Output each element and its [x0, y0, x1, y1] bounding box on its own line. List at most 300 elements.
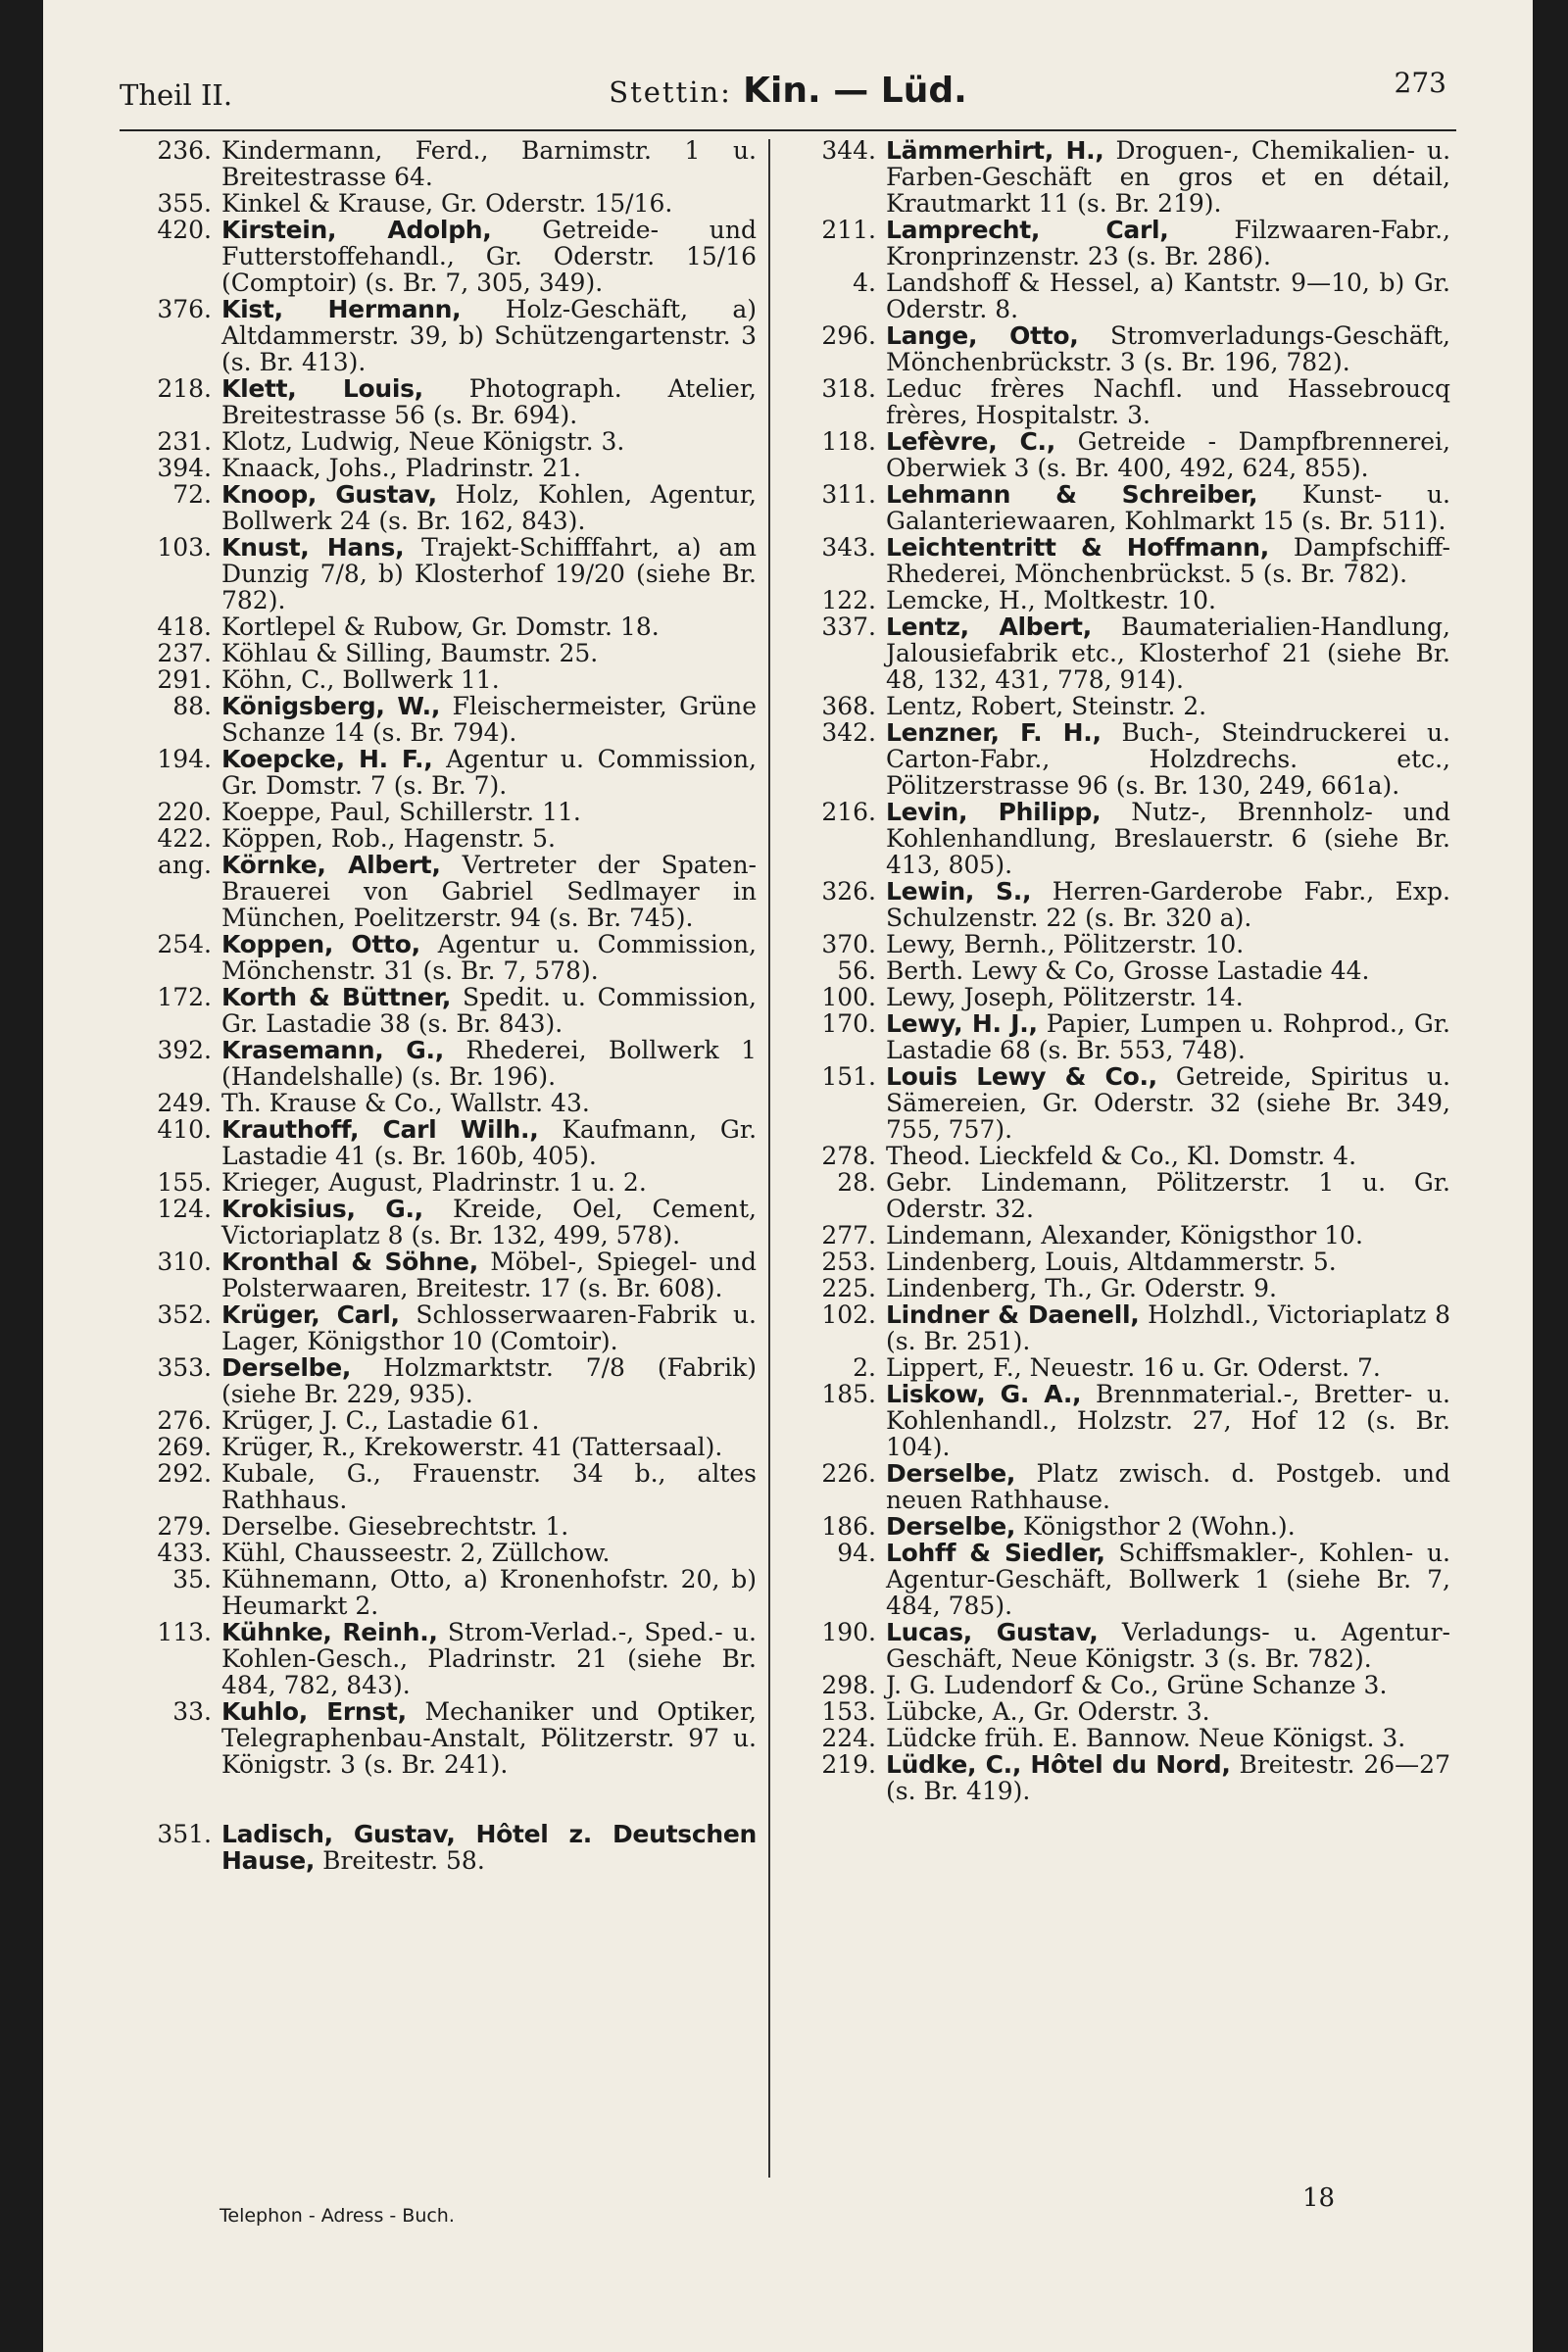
entry-name: Kronthal & Söhne,	[221, 1248, 478, 1276]
entry-number: 220.	[157, 798, 212, 826]
directory-entry	[784, 1513, 1450, 1540]
entry-number: 113.	[157, 1618, 212, 1646]
entry-text	[221, 1460, 757, 1513]
entry-details: Fleischermeister, Grüne Schanze 14 (s. Br. 794).	[221, 692, 758, 747]
directory-entry	[784, 693, 1450, 719]
directory-entry	[120, 1460, 757, 1513]
directory-entry	[120, 534, 757, 613]
entry-number: 318.	[821, 374, 876, 403]
entry-text	[886, 1354, 1450, 1381]
entry-details: J. G. Ludendorf & Co., Grüne Schanze 3.	[886, 1671, 1388, 1699]
entry-details: Lewy, Bernh., Pölitzerstr. 10.	[886, 930, 1245, 958]
entry-text	[886, 1619, 1450, 1672]
directory-entry	[784, 270, 1450, 322]
entry-text	[221, 1540, 757, 1566]
entry-name: Lucas, Gustav,	[886, 1618, 1099, 1646]
entry-text	[886, 137, 1450, 217]
entry-details: Holzmarktstr. 7/8 (Fabrik) (siehe Br. 229, 935).	[221, 1353, 757, 1408]
directory-entry	[120, 1821, 757, 1874]
entry-details: Theod. Lieckfeld & Co., Kl. Domstr. 4.	[886, 1142, 1357, 1170]
entry-number: 326.	[821, 877, 876, 906]
entry-number: 231.	[157, 427, 212, 456]
entry-number: 410.	[157, 1115, 212, 1144]
running-title	[120, 71, 1456, 111]
entry-details: Lindenberg, Th., Gr. Oderstr. 9.	[886, 1274, 1277, 1302]
directory-entry	[120, 481, 757, 534]
entry-text	[886, 1513, 1450, 1540]
entry-text	[886, 270, 1450, 322]
entry-number: 337.	[821, 612, 876, 641]
entry-text	[886, 1540, 1450, 1619]
entry-number: 4.	[853, 269, 876, 297]
entry-text	[886, 587, 1450, 613]
entry-details: Trajekt-Schifffahrt, a) am Dunzig 7/8, b) Klosterhof 19/20 (siehe Br. 782).	[221, 533, 758, 614]
entry-text	[886, 534, 1450, 587]
directory-entry	[784, 217, 1450, 270]
entry-number: 343.	[821, 533, 876, 562]
directory-entry	[784, 799, 1450, 878]
entry-text	[221, 1566, 757, 1619]
entry-text	[221, 1513, 757, 1540]
entry-name: Lamprecht, Carl,	[886, 216, 1169, 244]
directory-entry	[784, 481, 1450, 534]
entry-number: 420.	[157, 216, 212, 244]
entry-name: Liskow, G. A.,	[886, 1380, 1082, 1408]
directory-entry	[120, 1301, 757, 1354]
entry-number: 279.	[157, 1512, 212, 1541]
directory-entry	[784, 878, 1450, 931]
entry-details: Nutz-, Brennholz- und Kohlenhandlung, Breslauerstr. 6 (siehe Br. 413, 805).	[886, 798, 1450, 879]
entry-details: Krieger, August, Pladrinstr. 1 u. 2.	[221, 1168, 647, 1197]
entry-text	[221, 825, 757, 852]
entry-name: Derselbe,	[886, 1512, 1016, 1541]
directory-entry	[120, 375, 757, 428]
entry-details: Strom-Verlad.-, Sped.- u. Kohlen-Gesch., Pladrinstr. 21 (siehe Br. 484, 782, 843).	[221, 1618, 757, 1699]
entry-number: 72.	[172, 480, 212, 509]
entry-details: Buch-, Steindruckerei u. Carton-Fabr., Holzdrechs. etc., Pölitzerstrasse 96 (s. Br. 130, 249, 661a).	[886, 718, 1450, 800]
entry-name: Körnke, Albert,	[221, 851, 441, 879]
entry-details: Agentur u. Commission, Mönchenstr. 31 (s. Br. 7, 578).	[221, 930, 757, 985]
entry-number: 353.	[157, 1353, 212, 1382]
directory-entry	[784, 137, 1450, 217]
directory-entry	[120, 1698, 757, 1778]
entry-text	[886, 984, 1450, 1010]
entry-text	[221, 296, 757, 375]
entry-details: Kunst- u. Galanteriewaaren, Kohlmarkt 15 (s. Br. 511).	[886, 480, 1450, 535]
directory-entry	[784, 1381, 1450, 1460]
entry-number: 211.	[821, 216, 876, 244]
entry-number: 344.	[821, 136, 876, 165]
entry-name: Königsberg, W.,	[221, 692, 441, 720]
entry-details: Stromverladungs-Geschäft, Mönchenbrückstr. 3 (s. Br. 196, 782).	[886, 321, 1450, 376]
section-gap	[120, 1778, 757, 1821]
entry-details: Th. Krause & Co., Wallstr. 43.	[221, 1089, 590, 1117]
entry-details: Kortlepel & Rubow, Gr. Domstr. 18.	[221, 612, 660, 641]
column-divider	[768, 139, 770, 2178]
entry-details: Krüger, J. C., Lastadie 61.	[221, 1406, 540, 1435]
directory-entry	[784, 1354, 1450, 1381]
entry-text	[221, 1037, 757, 1090]
entry-text	[886, 719, 1450, 799]
entry-number: 368.	[821, 692, 876, 720]
entry-text	[886, 1751, 1450, 1804]
directory-entry	[120, 984, 757, 1037]
entry-number: 88.	[172, 692, 212, 720]
entry-text	[221, 1196, 757, 1249]
directory-entry	[784, 1540, 1450, 1619]
entry-text	[221, 746, 757, 799]
directory-entry	[120, 1196, 757, 1249]
entry-details: Holz-Geschäft, a) Altdammerstr. 39, b) Schützengartenstr. 3 (s. Br. 413).	[221, 295, 757, 376]
entry-text	[886, 1301, 1450, 1354]
entry-name: Leichtentritt & Hoffmann,	[886, 533, 1269, 562]
entry-details: Kubale, G., Frauenstr. 34 b., altes Rathhaus.	[221, 1459, 757, 1514]
entry-number: 276.	[157, 1406, 212, 1435]
entry-text	[221, 852, 757, 931]
directory-entry	[120, 693, 757, 746]
alphabet-range: Kin. — Lüd.	[743, 71, 967, 111]
entry-name: Lüdke, C., Hôtel du Nord,	[886, 1750, 1231, 1779]
entry-details: Klotz, Ludwig, Neue Königstr. 3.	[221, 427, 625, 456]
entry-text	[886, 1063, 1450, 1143]
entry-text	[886, 799, 1450, 878]
part-label: Theil II.	[120, 78, 233, 112]
entry-details: Kühl, Chausseestr. 2, Züllchow.	[221, 1539, 611, 1567]
directory-entry	[120, 1090, 757, 1116]
entry-details: Landshoff & Hessel, a) Kantstr. 9—10, b) Gr. Oderstr. 8.	[886, 269, 1450, 323]
entry-number: 124.	[157, 1195, 212, 1223]
entry-details: Filzwaaren-Fabr., Kronprinzenstr. 23 (s. Br. 286).	[886, 216, 1450, 270]
entry-details: Lübcke, A., Gr. Oderstr. 3.	[886, 1697, 1210, 1726]
entry-number: 33.	[172, 1697, 212, 1726]
entry-number: 194.	[157, 745, 212, 773]
entry-number: 418.	[157, 612, 212, 641]
entry-number: 190.	[821, 1618, 876, 1646]
entry-details: Vertreter der Spaten-Brauerei von Gabriel Sedlmayer in München, Poelitzerstr. 94 (s. Br. 745).	[221, 851, 757, 932]
entry-number: 185.	[821, 1380, 876, 1408]
directory-entry	[120, 1434, 757, 1460]
entry-text	[886, 613, 1450, 693]
directory-entry	[784, 1619, 1450, 1672]
entry-details: Köhn, C., Bollwerk 11.	[221, 665, 500, 694]
entry-name: Lange, Otto,	[886, 321, 1079, 350]
right-column	[784, 137, 1450, 1804]
directory-entry	[784, 1460, 1450, 1513]
entry-details: Kindermann, Ferd., Barnimstr. 1 u. Breitestrasse 64.	[221, 136, 757, 191]
entry-details: Lentz, Robert, Steinstr. 2.	[886, 692, 1207, 720]
entry-name: Kist, Hermann,	[221, 295, 462, 323]
entry-number: 278.	[821, 1142, 876, 1170]
entry-number: 269.	[157, 1433, 212, 1461]
entry-text	[221, 799, 757, 825]
entry-number: 2.	[853, 1353, 876, 1382]
entry-details: Brennmaterial.-, Bretter- u. Kohlenhandl., Holzstr. 27, Hof 12 (s. Br. 104).	[886, 1380, 1450, 1461]
directory-entry	[784, 1249, 1450, 1275]
directory-entry	[120, 217, 757, 296]
entry-details: Holzhdl., Victoriaplatz 8 (s. Br. 251).	[886, 1300, 1450, 1355]
entry-details: Getreide - Dampfbrennerei, Oberwiek 3 (s. Br. 400, 492, 624, 855).	[886, 427, 1450, 482]
entry-number: 254.	[157, 930, 212, 958]
directory-entry	[784, 1698, 1450, 1725]
entry-name: Ladisch, Gustav, Hôtel z. Deutschen Hause,	[221, 1820, 757, 1875]
directory-entry	[120, 1407, 757, 1434]
entry-number: 172.	[157, 983, 212, 1011]
entry-number: 422.	[157, 824, 212, 853]
entry-details: Verladungs- u. Agentur-Geschäft, Neue Königstr. 3 (s. Br. 782).	[886, 1618, 1450, 1673]
directory-page	[43, 0, 1533, 2352]
entry-details: Holz, Kohlen, Agentur, Bollwerk 24 (s. Br. 162, 843).	[221, 480, 757, 535]
entry-details: Breitestr. 26—27 (s. Br. 419).	[886, 1750, 1450, 1805]
entry-text	[221, 137, 757, 190]
entry-details: Berth. Lewy & Co, Grosse Lastadie 44.	[886, 956, 1370, 985]
entry-number: 277.	[821, 1221, 876, 1250]
entry-details: Mechaniker und Optiker, Telegraphenbau-Anstalt, Pölitzerstr. 97 u. Königstr. 3 (s. Br. 241).	[221, 1697, 757, 1779]
entry-details: Kühnemann, Otto, a) Kronenhofstr. 20, b) Heumarkt 2.	[221, 1565, 757, 1620]
directory-entry	[120, 825, 757, 852]
entry-number: 151.	[821, 1062, 876, 1091]
entry-text	[886, 693, 1450, 719]
entry-name: Krasemann, G.,	[221, 1036, 444, 1064]
entry-name: Lentz, Albert,	[886, 612, 1092, 641]
directory-entry	[784, 428, 1450, 481]
entry-name: Lindner & Daenell,	[886, 1300, 1140, 1329]
entry-number: 122.	[821, 586, 876, 614]
entry-number: 35.	[172, 1565, 212, 1593]
entry-name: Kühnke, Reinh.,	[221, 1618, 438, 1646]
entry-text	[221, 613, 757, 640]
entry-details: Gebr. Lindemann, Pölitzerstr. 1 u. Gr. Oderstr. 32.	[886, 1168, 1450, 1223]
entry-details: Lemcke, H., Moltkestr. 10.	[886, 586, 1216, 614]
entry-number: 153.	[821, 1697, 876, 1726]
entry-number: 296.	[821, 321, 876, 350]
entry-details: Photograph. Atelier, Breitestrasse 56 (s. Br. 694).	[221, 374, 757, 429]
directory-entry	[120, 666, 757, 693]
directory-entry	[120, 1619, 757, 1698]
entry-name: Korth & Büttner,	[221, 983, 452, 1011]
entry-number: 56.	[837, 956, 876, 985]
entry-details: Papier, Lumpen u. Rohprod., Gr. Lastadie 68 (s. Br. 553, 748).	[886, 1009, 1450, 1064]
directory-entry	[784, 1275, 1450, 1301]
directory-entry	[120, 455, 757, 481]
entry-details: Lewy, Joseph, Pölitzerstr. 14.	[886, 983, 1244, 1011]
entry-number: 155.	[157, 1168, 212, 1197]
entry-details: Herren-Garderobe Fabr., Exp. Schulzenstr. 22 (s. Br. 320 a).	[886, 877, 1450, 932]
entry-details: Getreide- und Futterstoffehandl., Gr. Oderstr. 15/16 (Comptoir) (s. Br. 7, 305, 349).	[221, 216, 757, 297]
entry-details: Droguen-, Chemikalien- u. Farben-Geschäft en gros et en détail, Krautmarkt 11 (s. Br. 219).	[886, 136, 1451, 218]
entry-details: Schlosserwaaren-Fabrik u. Lager, Königsthor 10 (Comtoir).	[221, 1300, 757, 1355]
entry-text	[221, 190, 757, 217]
directory-entry	[120, 1169, 757, 1196]
directory-entry	[784, 1143, 1450, 1169]
entry-details: Kaufmann, Gr. Lastadie 41 (s. Br. 160b, 405).	[221, 1115, 758, 1170]
directory-entry	[120, 1354, 757, 1407]
entry-text	[886, 322, 1450, 375]
entry-text	[221, 984, 757, 1037]
directory-entry	[120, 190, 757, 217]
entry-text	[221, 931, 757, 984]
entry-text	[886, 217, 1450, 270]
entry-text	[221, 375, 757, 428]
entry-text	[221, 1434, 757, 1460]
entry-text	[221, 455, 757, 481]
entry-details: Agentur u. Commission, Gr. Domstr. 7 (s. Br. 7).	[221, 745, 757, 800]
entry-details: Lippert, F., Neuestr. 16 u. Gr. Oderst. 7.	[886, 1353, 1381, 1382]
entry-number: 219.	[821, 1750, 876, 1779]
directory-entry	[120, 613, 757, 640]
signature-mark: 18	[1302, 2183, 1336, 2213]
entry-details: Dampfschiff-Rhederei, Mönchenbrückst. 5 (s. Br. 782).	[886, 533, 1450, 588]
entry-text	[886, 1460, 1450, 1513]
entry-name: Lewy, H. J.,	[886, 1009, 1038, 1038]
entry-details: Kreide, Oel, Cement, Victoriaplatz 8 (s. Br. 132, 499, 578).	[221, 1195, 758, 1250]
book-title: Telephon - Adress - Buch.	[220, 2205, 455, 2227]
entry-text	[221, 1619, 757, 1698]
entry-name: Kuhlo, Ernst,	[221, 1697, 407, 1726]
entry-number: 170.	[821, 1009, 876, 1038]
entry-text	[221, 1407, 757, 1434]
entry-details: Kinkel & Krause, Gr. Oderstr. 15/16.	[221, 189, 673, 218]
directory-entry	[120, 799, 757, 825]
entry-number: 225.	[821, 1274, 876, 1302]
entry-number: 28.	[837, 1168, 876, 1197]
directory-entry	[120, 1037, 757, 1090]
directory-entry	[120, 746, 757, 799]
entry-name: Louis Lewy & Co.,	[886, 1062, 1157, 1091]
entry-name: Lefèvre, C.,	[886, 427, 1055, 456]
directory-entry	[120, 296, 757, 375]
entry-name: Krauthoff, Carl Wilh.,	[221, 1115, 539, 1144]
directory-entry	[784, 1751, 1450, 1804]
entry-text	[221, 1821, 757, 1874]
directory-entry	[784, 613, 1450, 693]
directory-entry	[784, 957, 1450, 984]
page-header	[120, 67, 1456, 125]
directory-entry	[784, 719, 1450, 799]
directory-entry	[784, 1725, 1450, 1751]
entry-text	[221, 1698, 757, 1778]
entry-text	[886, 428, 1450, 481]
entry-text	[886, 1672, 1450, 1698]
entry-text	[886, 957, 1450, 984]
entry-details: Breitestr. 58.	[322, 1846, 485, 1875]
entry-number: 291.	[157, 665, 212, 694]
entry-name: Klett, Louis,	[221, 374, 423, 403]
entry-details: Köppen, Rob., Hagenstr. 5.	[221, 824, 557, 853]
directory-entry	[784, 1222, 1450, 1249]
entry-number: 237.	[157, 639, 212, 667]
entry-number: 249.	[157, 1089, 212, 1117]
entry-text	[221, 428, 757, 455]
entry-name: Lämmerhirt, H.,	[886, 136, 1104, 165]
entry-details: Leduc frères Nachfl. und Hassebroucq frères, Hospitalstr. 3.	[886, 374, 1450, 429]
directory-entry	[784, 931, 1450, 957]
entry-text	[221, 1301, 757, 1354]
entry-number: 370.	[821, 930, 876, 958]
entry-number: 94.	[837, 1539, 876, 1567]
entry-text	[886, 931, 1450, 957]
entry-number: 311.	[821, 480, 876, 509]
directory-entry	[784, 1010, 1450, 1063]
entry-text	[221, 1169, 757, 1196]
entry-number: 226.	[821, 1459, 876, 1488]
entry-text	[221, 481, 757, 534]
directory-entry	[120, 931, 757, 984]
entry-text	[886, 878, 1450, 931]
directory-entry	[784, 1301, 1450, 1354]
entry-number: 236.	[157, 136, 212, 165]
entry-details: Lindemann, Alexander, Königsthor 10.	[886, 1221, 1363, 1250]
directory-entry	[784, 322, 1450, 375]
entry-details: Getreide, Spiritus u. Sämereien, Gr. Oderstr. 32 (siehe Br. 349, 755, 757).	[886, 1062, 1450, 1144]
entry-text	[886, 1698, 1450, 1725]
entry-text	[221, 1354, 757, 1407]
entry-text	[221, 640, 757, 666]
entry-text	[886, 1222, 1450, 1249]
entry-details: Knaack, Johs., Pladrinstr. 21.	[221, 454, 581, 482]
entry-number: 292.	[157, 1459, 212, 1488]
entry-details: Derselbe. Giesebrechtstr. 1.	[221, 1512, 569, 1541]
entry-details: Königsthor 2 (Wohn.).	[1023, 1512, 1296, 1541]
entry-name: Lewin, S.,	[886, 877, 1032, 906]
entry-number: 433.	[157, 1539, 212, 1567]
entry-number: 216.	[821, 798, 876, 826]
entry-number: 102.	[821, 1300, 876, 1329]
entry-number: 376.	[157, 295, 212, 323]
directory-entry	[120, 1116, 757, 1169]
entry-text	[886, 1169, 1450, 1222]
entry-name: Lenzner, F. H.,	[886, 718, 1102, 747]
entry-details: Lindenberg, Louis, Altdammerstr. 5.	[886, 1248, 1337, 1276]
entry-number: 186.	[821, 1512, 876, 1541]
entry-details: Rhederei, Bollwerk 1 (Handelshalle) (s. Br. 196).	[221, 1036, 757, 1091]
entry-number: 394.	[157, 454, 212, 482]
directory-entry	[784, 534, 1450, 587]
entry-text	[221, 1249, 757, 1301]
entry-number: 392.	[157, 1036, 212, 1064]
left-column	[120, 137, 757, 1874]
entry-text	[221, 666, 757, 693]
entry-details: Spedit. u. Commission, Gr. Lastadie 38 (s. Br. 843).	[221, 983, 757, 1038]
entry-number: 351.	[157, 1820, 212, 1848]
directory-entry	[120, 1249, 757, 1301]
directory-entry	[784, 375, 1450, 428]
directory-entry	[120, 1540, 757, 1566]
entry-details: Schiffsmakler-, Kohlen- u. Agentur-Geschäft, Bollwerk 1 (siehe Br. 7, 484, 785).	[886, 1539, 1450, 1620]
entry-name: Lohff & Siedler,	[886, 1539, 1105, 1567]
entry-name: Koppen, Otto,	[221, 930, 420, 958]
entry-name: Lehmann & Schreiber,	[886, 480, 1258, 509]
directory-entry	[784, 984, 1450, 1010]
entry-details: Krüger, R., Krekowerstr. 41 (Tattersaal).	[221, 1433, 723, 1461]
directory-entry	[120, 428, 757, 455]
entry-details: Platz zwisch. d. Postgeb. und neuen Rathhause.	[886, 1459, 1450, 1514]
entry-number: ang.	[158, 851, 212, 879]
entry-number: 253.	[821, 1248, 876, 1276]
entry-text	[886, 1275, 1450, 1301]
entry-details: Köhlau & Silling, Baumstr. 25.	[221, 639, 599, 667]
directory-entry	[784, 587, 1450, 613]
entry-name: Kirstein, Adolph,	[221, 216, 492, 244]
entry-number: 118.	[821, 427, 876, 456]
directory-entry	[120, 1513, 757, 1540]
entry-text	[886, 481, 1450, 534]
entry-number: 224.	[821, 1724, 876, 1752]
entry-number: 352.	[157, 1300, 212, 1329]
directory-entry	[120, 852, 757, 931]
entry-name: Levin, Philipp,	[886, 798, 1102, 826]
entry-text	[221, 693, 757, 746]
entry-number: 298.	[821, 1671, 876, 1699]
